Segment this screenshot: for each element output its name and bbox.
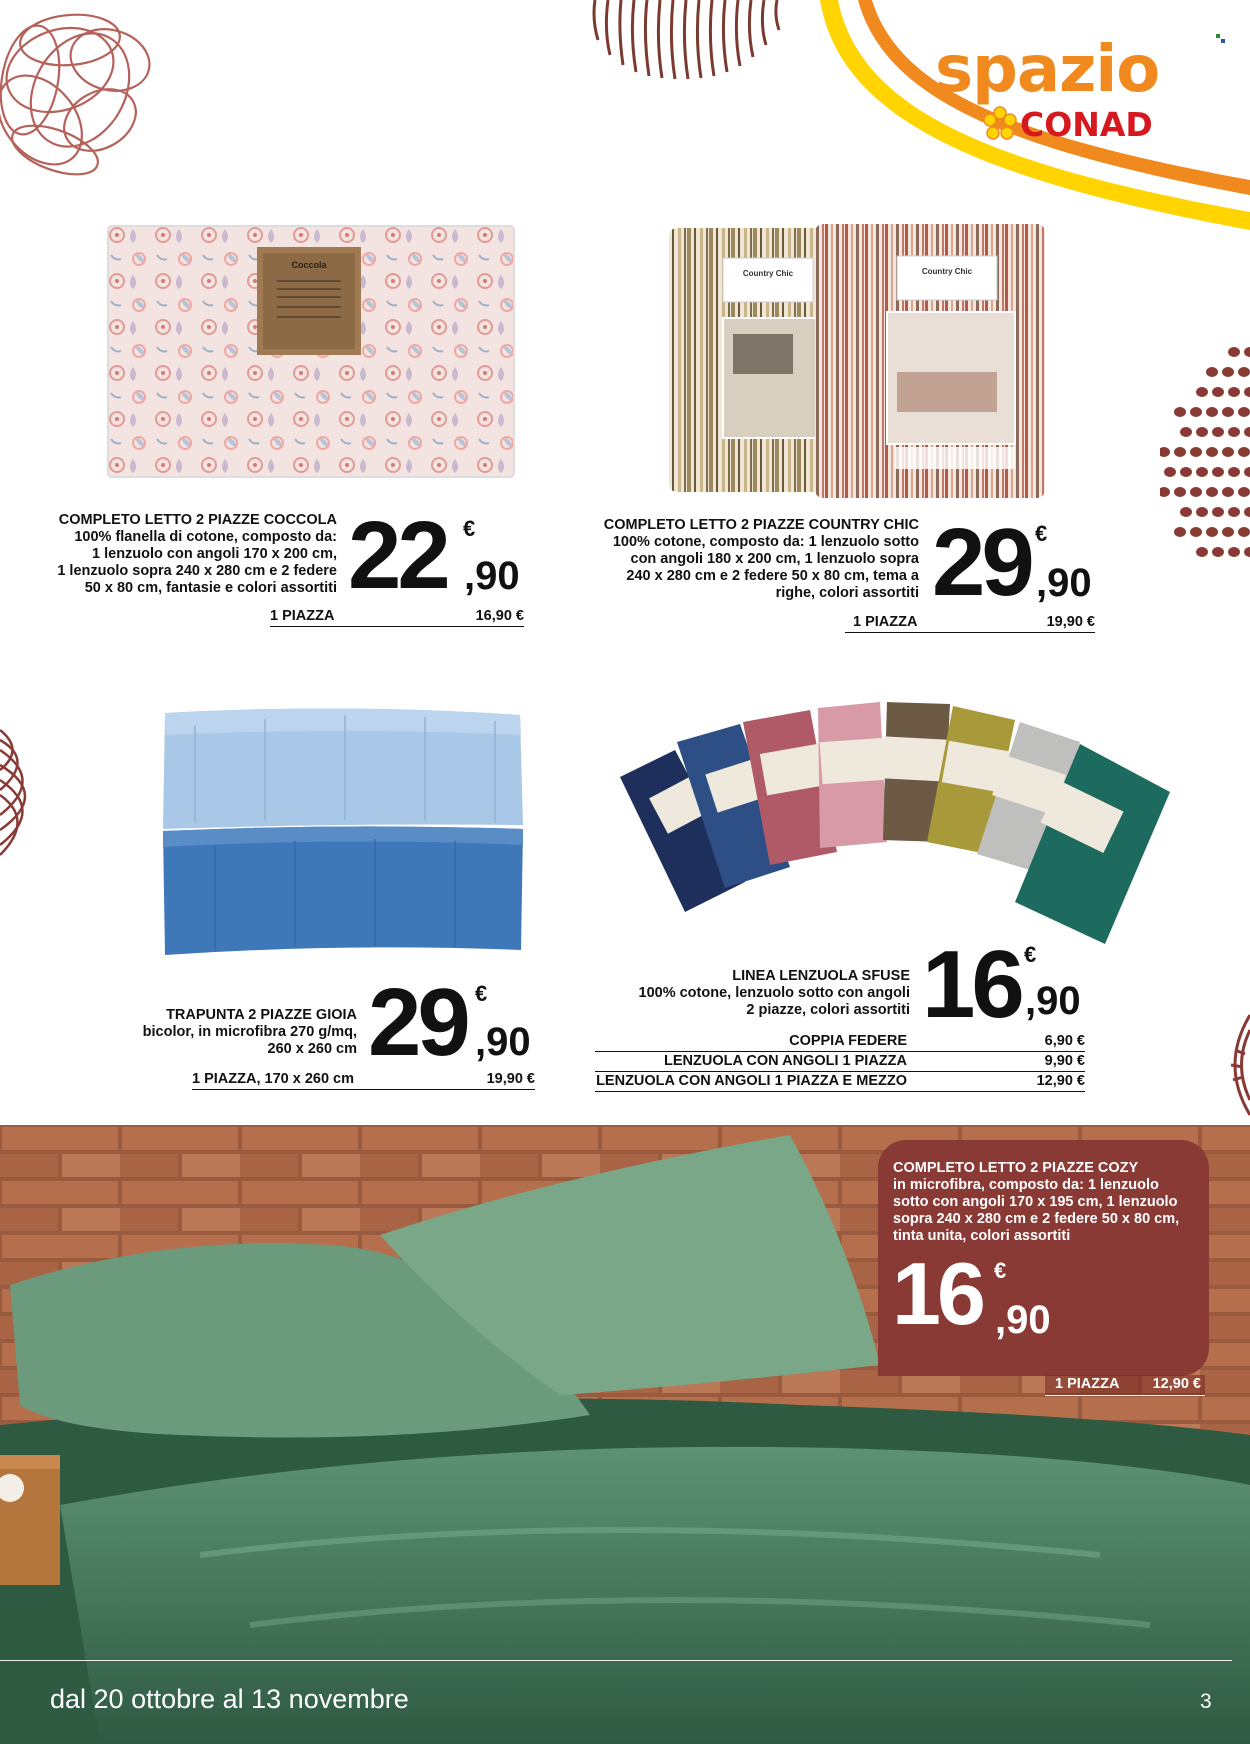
sfuse-title: LINEA LENZUOLA SFUSE <box>732 968 910 984</box>
coccola-variant-row <box>270 607 524 627</box>
decorative-dot <box>1196 507 1208 517</box>
decorative-dot <box>1244 347 1250 357</box>
gioia-price-currency: € <box>475 981 488 1006</box>
cozy-title: COMPLETO LETTO 2 PIAZZE COZY <box>893 1160 1139 1176</box>
cozy-price-cents: ,90 <box>995 1298 1051 1342</box>
sfuse-option-3-price: 12,90 € <box>1036 1073 1085 1089</box>
decorative-dot <box>1196 427 1208 437</box>
coccola-price-cents: ,90 <box>464 554 520 598</box>
coccola-product-image <box>105 223 517 480</box>
country-chic-price-integer: 29 <box>932 509 1031 616</box>
decorative-dot <box>1160 447 1170 457</box>
coccola-price-integer: 22 <box>348 502 447 609</box>
cozy-line-3: sopra 240 x 280 cm e 2 federe 50 x 80 cm, <box>893 1211 1180 1227</box>
cozy-variant-price: 12,90 € <box>1152 1376 1201 1392</box>
decorative-dot <box>1180 467 1192 477</box>
gioia-description <box>110 1007 357 1058</box>
gioia-line-1: bicolor, in microfibra 270 g/mq, <box>142 1024 357 1040</box>
country-chic-line-3: 240 x 280 cm e 2 federe 50 x 80 cm, tema a <box>626 568 919 584</box>
gioia-variant-row <box>192 1070 535 1090</box>
cozy-line-1: in microfibra, composto da: 1 lenzuolo <box>893 1177 1159 1193</box>
decorative-dots-right <box>1160 340 1250 580</box>
decorative-dot <box>1244 427 1250 437</box>
decorative-dot <box>1228 547 1240 557</box>
sfuse-option-1-label: COPPIA FEDERE <box>789 1033 907 1049</box>
sfuse-option-row-1 <box>595 1032 1085 1052</box>
gioia-price-integer: 29 <box>368 969 467 1076</box>
coccola-line-1: 100% flanella di cotone, composto da: <box>74 529 337 545</box>
trademark-icon <box>1215 33 1227 45</box>
decorative-dot <box>1190 407 1202 417</box>
decorative-dot <box>1212 387 1224 397</box>
decorative-dot <box>1164 467 1176 477</box>
decorative-dot <box>1190 447 1202 457</box>
decorative-dot <box>1206 447 1218 457</box>
decorative-dot <box>1206 407 1218 417</box>
gioia-quilt-image <box>155 705 530 960</box>
country-chic-line-4: righe, colori assortiti <box>775 585 919 601</box>
decorative-dot <box>1228 387 1240 397</box>
decorative-dot <box>1238 367 1250 377</box>
sfuse-option-2-label: LENZUOLA CON ANGOLI 1 PIAZZA <box>663 1053 907 1069</box>
sfuse-option-row-3 <box>595 1072 1085 1092</box>
country-chic-line-2: con angoli 180 x 200 cm, 1 lenzuolo sopra <box>630 551 919 567</box>
decorative-dot <box>1228 507 1240 517</box>
decorative-dot <box>1212 507 1224 517</box>
coccola-title: COMPLETO LETTO 2 PIAZZE COCCOLA <box>58 512 337 528</box>
brand-logo-conad: CONAD <box>1020 105 1153 144</box>
decorative-circle-right <box>1215 1010 1250 1120</box>
decorative-stripes-top <box>590 0 790 80</box>
sfuse-description <box>590 968 910 1019</box>
decorative-dot <box>1244 507 1250 517</box>
decorative-dot <box>1222 487 1234 497</box>
country-chic-pack-label-2: Country Chic <box>921 267 973 276</box>
gioia-line-2: 260 x 260 cm <box>267 1041 357 1057</box>
brand-logo-wordmark: spazio <box>935 33 1160 107</box>
country-chic-price-currency: € <box>1035 521 1048 546</box>
gioia-price-cents: ,90 <box>475 1020 531 1064</box>
decorative-dot <box>1228 347 1240 357</box>
country-chic-variant-row <box>845 613 1095 633</box>
sfuse-price-cents: ,90 <box>1025 979 1081 1023</box>
footer-page-number: 3 <box>1200 1690 1212 1713</box>
country-chic-price-cents: ,90 <box>1036 561 1092 605</box>
decorative-stripes-left <box>0 720 55 860</box>
decorative-dot <box>1228 467 1240 477</box>
cozy-price-integer: 16 <box>892 1244 982 1343</box>
decorative-dot <box>1238 487 1250 497</box>
sfuse-option-2-price: 9,90 € <box>1044 1053 1085 1069</box>
decorative-dot <box>1180 427 1192 437</box>
gioia-variant-price: 19,90 € <box>486 1071 535 1087</box>
country-chic-line-1: 100% cotone, composto da: 1 lenzuolo sotto <box>612 534 919 550</box>
decorative-dot <box>1238 447 1250 457</box>
decorative-dot <box>1238 407 1250 417</box>
gioia-title: TRAPUNTA 2 PIAZZE GIOIA <box>166 1007 357 1023</box>
conad-flower-icon <box>982 106 1018 142</box>
decorative-dot <box>1206 367 1218 377</box>
sfuse-option-3-label: LENZUOLA CON ANGOLI 1 PIAZZA E MEZZO <box>596 1073 907 1089</box>
decorative-dot <box>1196 387 1208 397</box>
coccola-description <box>30 512 337 597</box>
cozy-line-4: tinta unita, colori assortiti <box>893 1228 1071 1244</box>
sfuse-price-currency: € <box>1024 942 1037 967</box>
decorative-dot <box>1212 547 1224 557</box>
country-chic-variant-label: 1 PIAZZA <box>853 614 918 630</box>
cozy-description <box>893 1160 1179 1245</box>
decorative-dot <box>1174 447 1186 457</box>
footer-divider <box>0 1660 1232 1661</box>
decorative-dot <box>1174 527 1186 537</box>
coccola-pack-label: Coccola <box>291 260 327 270</box>
decorative-dot <box>1174 407 1186 417</box>
decorative-dot <box>1244 387 1250 397</box>
gioia-variant-label: 1 PIAZZA, 170 x 260 cm <box>192 1071 354 1087</box>
coccola-line-3: 1 lenzuolo sopra 240 x 280 cm e 2 federe <box>57 563 337 579</box>
country-chic-description <box>560 517 919 602</box>
decorative-dot <box>1212 427 1224 437</box>
footer-validity-dates: dal 20 ottobre al 13 novembre <box>50 1684 409 1714</box>
country-chic-pack-label: Country Chic <box>742 269 794 278</box>
country-chic-title: COMPLETO LETTO 2 PIAZZE COUNTRY CHIC <box>603 517 919 533</box>
coccola-variant-price: 16,90 € <box>475 608 524 624</box>
coccola-price-currency: € <box>463 516 476 541</box>
cozy-variant-label: 1 PIAZZA <box>1055 1376 1120 1392</box>
decorative-scribble-top-left <box>0 0 170 190</box>
decorative-dot <box>1196 547 1208 557</box>
decorative-dot <box>1222 447 1234 457</box>
coccola-line-4: 50 x 80 cm, fantasie e colori assortiti <box>84 580 337 596</box>
decorative-dot <box>1190 487 1202 497</box>
sfuse-price-integer: 16 <box>922 931 1021 1038</box>
sfuse-line-2: 2 piazze, colori assortiti <box>746 1002 910 1018</box>
cozy-price-currency: € <box>994 1258 1007 1283</box>
country-chic-product-image <box>665 222 1050 502</box>
decorative-dot <box>1222 367 1234 377</box>
decorative-dot <box>1212 467 1224 477</box>
coccola-line-2: 1 lenzuolo con angoli 170 x 200 cm, <box>92 546 337 562</box>
decorative-dot <box>1244 547 1250 557</box>
decorative-dot <box>1222 527 1234 537</box>
linea-lenzuola-sfuse-image <box>615 682 1175 944</box>
decorative-dot <box>1190 527 1202 537</box>
sfuse-option-row-2 <box>595 1052 1085 1072</box>
decorative-dot <box>1160 487 1170 497</box>
coccola-variant-label: 1 PIAZZA <box>270 608 335 624</box>
sfuse-line-1: 100% cotone, lenzuolo sotto con angoli <box>638 985 910 1001</box>
decorative-dot <box>1238 527 1250 537</box>
decorative-dot <box>1222 407 1234 417</box>
decorative-dot <box>1196 467 1208 477</box>
decorative-dot <box>1244 467 1250 477</box>
decorative-dot <box>1206 487 1218 497</box>
decorative-dot <box>1228 427 1240 437</box>
decorative-dot <box>1206 527 1218 537</box>
decorative-dot <box>1174 487 1186 497</box>
country-chic-variant-price: 19,90 € <box>1046 614 1095 630</box>
cozy-variant-row <box>1045 1375 1205 1396</box>
decorative-dot <box>1180 507 1192 517</box>
sfuse-option-1-price: 6,90 € <box>1044 1033 1085 1049</box>
cozy-line-2: sotto con angoli 170 x 195 cm, 1 lenzuolo <box>893 1194 1178 1210</box>
